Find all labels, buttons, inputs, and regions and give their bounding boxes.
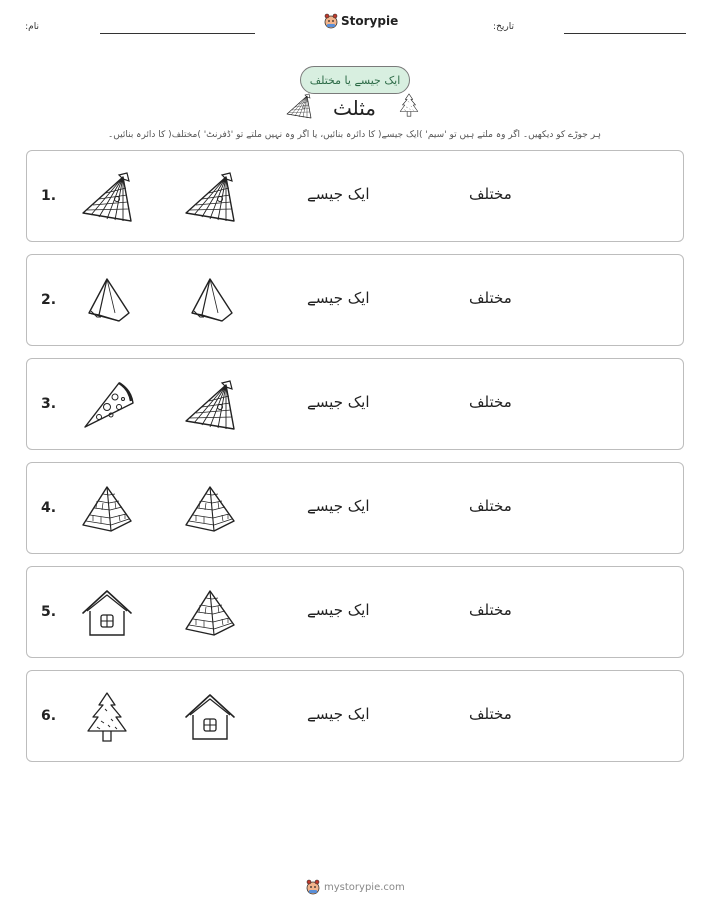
question-number: 1. [41, 188, 57, 204]
question-number: 2. [41, 292, 57, 308]
question-number: 4. [41, 500, 57, 516]
option-different[interactable]: مختلف [469, 185, 512, 203]
date-line [564, 33, 686, 34]
worksheet-header [0, 0, 709, 50]
option-different[interactable]: مختلف [469, 601, 512, 619]
house-icon [182, 689, 238, 745]
question-row [26, 462, 684, 554]
instructions: ہر جوڑے کو دیکھیں۔ اگر وہ ملتے ہیں تو 'سیم' )ایک جیسے( کا دائرہ بنائیں، یا اگر وہ نہیں ملتے تو 'ڈفرنٹ' )مختلف( کا دائرہ بنائیں۔ [108, 130, 601, 140]
footer-url: mystorypie.com [324, 881, 405, 893]
pine-tree-icon [396, 90, 422, 120]
option-same[interactable]: ایک جیسے [307, 705, 370, 723]
question-number: 6. [41, 708, 57, 724]
question-row [26, 254, 684, 346]
question-row [26, 150, 684, 242]
question-number: 3. [41, 396, 57, 412]
storypie-logo-icon [306, 879, 320, 895]
pyramid-icon [182, 481, 238, 537]
worksheet-type-pill: ایک جیسے یا مختلف [300, 66, 410, 94]
page-title: مثلث [332, 96, 376, 120]
name-line [100, 33, 255, 34]
storypie-logo-icon [324, 13, 338, 29]
option-different[interactable]: مختلف [469, 705, 512, 723]
date-label: تاریخ: [493, 22, 514, 32]
question-list [26, 150, 684, 774]
option-same[interactable]: ایک جیسے [307, 289, 370, 307]
nacho-icon [182, 169, 238, 225]
footer [306, 879, 405, 895]
pizza-slice-icon [79, 377, 135, 433]
question-number: 5. [41, 604, 57, 620]
option-different[interactable]: مختلف [469, 393, 512, 411]
house-icon [79, 585, 135, 641]
option-same[interactable]: ایک جیسے [307, 601, 370, 619]
option-same[interactable]: ایک جیسے [307, 393, 370, 411]
name-label: نام: [25, 22, 39, 32]
nacho-icon [79, 169, 135, 225]
pine-tree-icon [79, 689, 135, 745]
pyramid-icon [79, 481, 135, 537]
pyramid-icon [182, 585, 238, 641]
nacho-icon [182, 377, 238, 433]
question-row [26, 358, 684, 450]
question-row [26, 670, 684, 762]
napkin-icon [182, 273, 238, 329]
napkin-icon [79, 273, 135, 329]
option-same[interactable]: ایک جیسے [307, 497, 370, 515]
question-row [26, 566, 684, 658]
option-same[interactable]: ایک جیسے [307, 185, 370, 203]
brand-name: Storypie [341, 14, 399, 28]
option-different[interactable]: مختلف [469, 289, 512, 307]
option-different[interactable]: مختلف [469, 497, 512, 515]
brand [324, 13, 398, 29]
